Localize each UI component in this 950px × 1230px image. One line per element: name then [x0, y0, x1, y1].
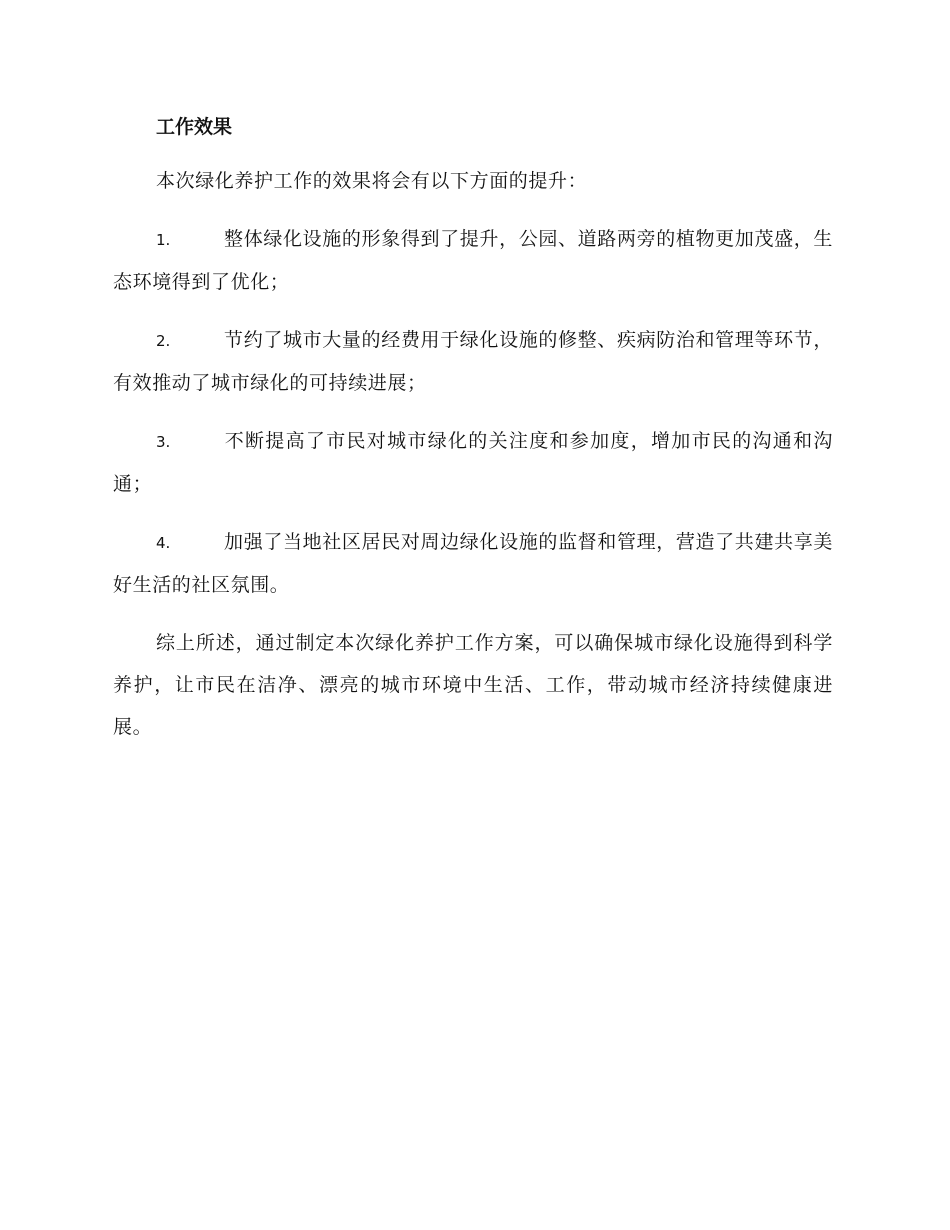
- list-item: [113, 521, 833, 606]
- conclusion-paragraph: 综上所述，通过制定本次绿化养护工作方案，可以确保城市绿化设施得到科学养护，让市民在洁净、漂亮的城市环境中生活、工作，带动城市经济持续健康进展。: [113, 632, 833, 738]
- intro-paragraph: 本次绿化养护工作的效果将会有以下方面的提升：: [156, 170, 588, 192]
- list-item-text: 加强了当地社区居民对周边绿化设施的监督和管理，营造了共建共享美好生活的社区氛围。: [113, 531, 833, 596]
- list-item-text: 不断提高了市民对城市绿化的关注度和参加度，增加市民的沟通和沟通；: [113, 430, 833, 495]
- list-item-text: 节约了城市大量的经费用于绿化设施的修整、疾病防治和管理等环节，有效推动了城市绿化的可持续进展；: [113, 329, 833, 394]
- document-body: [113, 110, 833, 764]
- section-heading: 工作效果: [156, 116, 233, 138]
- list-item-number: 1.: [156, 231, 171, 249]
- list-item: [113, 319, 833, 404]
- list-item-text: 整体绿化设施的形象得到了提升，公园、道路两旁的植物更加茂盛，生态环境得到了优化；: [113, 228, 833, 293]
- list-item-number: 4.: [156, 534, 171, 552]
- list-item-number: 2.: [156, 332, 171, 350]
- list-item-number: 3.: [156, 433, 171, 451]
- list-item: [113, 420, 833, 505]
- list-item: [113, 218, 833, 303]
